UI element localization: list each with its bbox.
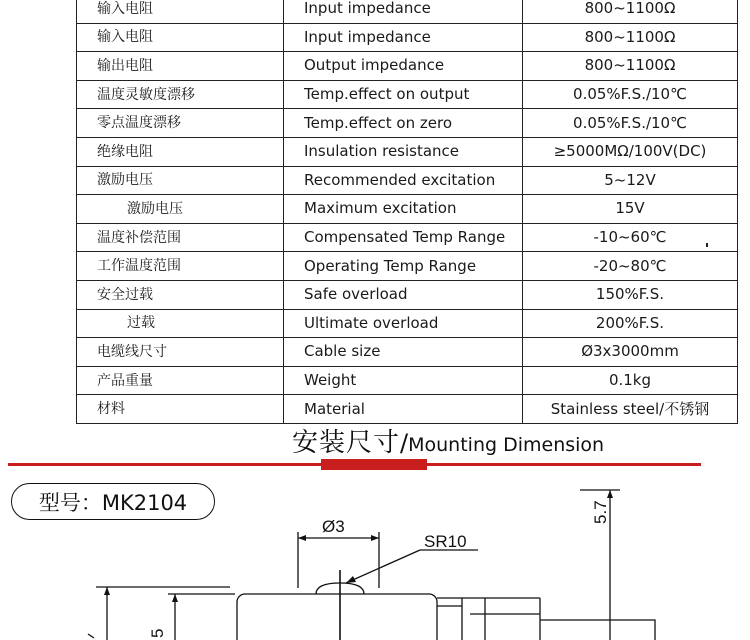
- dim-right-arrow: [607, 490, 613, 498]
- spec-value: 150%F.S.: [523, 280, 738, 309]
- spec-row: [77, 80, 738, 109]
- spec-label-en: Operating Temp Range: [284, 252, 523, 281]
- spec-label-cn: 产品重量: [77, 366, 284, 395]
- spec-value: 800~1100Ω: [523, 52, 738, 81]
- spec-label-en: Input impedance: [284, 0, 523, 23]
- dim-left-arrow-outer: [104, 587, 110, 595]
- spec-label-en: Cable size: [284, 338, 523, 367]
- spec-label-cn: 输入电阻: [77, 23, 284, 52]
- spec-value: Stainless steel/不锈钢: [523, 395, 738, 424]
- mounting-drawing: [0, 470, 750, 640]
- sensor-body: [237, 594, 437, 640]
- spec-row: [77, 223, 738, 252]
- spec-label-cn: 零点温度漂移: [77, 109, 284, 138]
- spec-value: 800~1100Ω: [523, 23, 738, 52]
- spec-value: 0.05%F.S./10℃: [523, 109, 738, 138]
- model-label: 型号：MK2104: [38, 490, 188, 515]
- cable: [540, 620, 655, 640]
- spec-label-cn: 过载: [77, 309, 284, 338]
- spec-label-cn: 输出电阻: [77, 52, 284, 81]
- dim-diameter-label: Ø3: [322, 517, 345, 536]
- spec-label-en: Insulation resistance: [284, 137, 523, 166]
- spec-value: 200%F.S.: [523, 309, 738, 338]
- spec-value: -20~80℃: [523, 252, 738, 281]
- stray-mark: [706, 243, 708, 247]
- spec-row: [77, 309, 738, 338]
- spec-row: [77, 109, 738, 138]
- spec-label-cn: 材料: [77, 395, 284, 424]
- spec-label-cn: 电缆线尺寸: [77, 338, 284, 367]
- spec-row: [77, 280, 738, 309]
- spec-row: [77, 166, 738, 195]
- spec-label-cn: 绝缘电阻: [77, 137, 284, 166]
- spec-label-en: Temp.effect on zero: [284, 109, 523, 138]
- spec-label-cn: 激励电压: [77, 195, 284, 224]
- spec-row: [77, 366, 738, 395]
- spec-label-en: Safe overload: [284, 280, 523, 309]
- spec-label-en: Temp.effect on output: [284, 80, 523, 109]
- spec-value: 0.05%F.S./10℃: [523, 80, 738, 109]
- spec-table: [76, 0, 738, 424]
- spec-value: 0.1kg: [523, 366, 738, 395]
- section-title-cn: 安装尺寸: [292, 428, 401, 458]
- spec-value: 15V: [523, 195, 738, 224]
- sr-leader-arrow: [346, 576, 356, 583]
- spec-label-cn: 激励电压: [77, 166, 284, 195]
- spec-label-en: Material: [284, 395, 523, 424]
- spec-label-cn: 温度灵敏度漂移: [77, 80, 284, 109]
- section-heading: [292, 422, 604, 459]
- sr-leader-line: [346, 550, 420, 583]
- spec-label-en: Input impedance: [284, 23, 523, 52]
- dim-left-arrow-inner: [172, 594, 178, 602]
- dim-sr-label: SR10: [424, 532, 467, 551]
- spec-label-en: Ultimate overload: [284, 309, 523, 338]
- spec-label-cn: 安全过载: [77, 280, 284, 309]
- spec-label-en: Recommended excitation: [284, 166, 523, 195]
- spec-row: [77, 195, 738, 224]
- spec-value: Ø3x3000mm: [523, 338, 738, 367]
- spec-value: ≥5000MΩ/100V(DC): [523, 137, 738, 166]
- spec-label-en: Maximum excitation: [284, 195, 523, 224]
- section-title-en: Mounting Dimension: [408, 434, 605, 456]
- section-divider-accent: [321, 459, 427, 470]
- spec-value: 5~12V: [523, 166, 738, 195]
- spec-row: [77, 23, 738, 52]
- spec-label-en: Output impedance: [284, 52, 523, 81]
- spec-row: [77, 252, 738, 281]
- spec-row: [77, 338, 738, 367]
- spec-label-cn: 温度补偿范围: [77, 223, 284, 252]
- spec-row: [77, 137, 738, 166]
- section-title-separator: /: [400, 429, 409, 457]
- dim-left-label: 5: [148, 628, 167, 638]
- spec-label-cn: 工作温度范围: [77, 252, 284, 281]
- cable-outlet: [462, 598, 540, 640]
- dim-right-label: 5.7: [591, 500, 610, 524]
- dim-left-tick: [88, 634, 94, 638]
- spec-label-cn: 输入电阻: [77, 0, 284, 23]
- spec-value: -10~60℃: [523, 223, 738, 252]
- spec-row: [77, 395, 738, 424]
- spec-label-en: Weight: [284, 366, 523, 395]
- spec-label-en: Compensated Temp Range: [284, 223, 523, 252]
- spec-row: [77, 0, 738, 23]
- spec-row: [77, 52, 738, 81]
- cable-gland: [437, 598, 462, 640]
- spec-value: 800~1100Ω: [523, 0, 738, 23]
